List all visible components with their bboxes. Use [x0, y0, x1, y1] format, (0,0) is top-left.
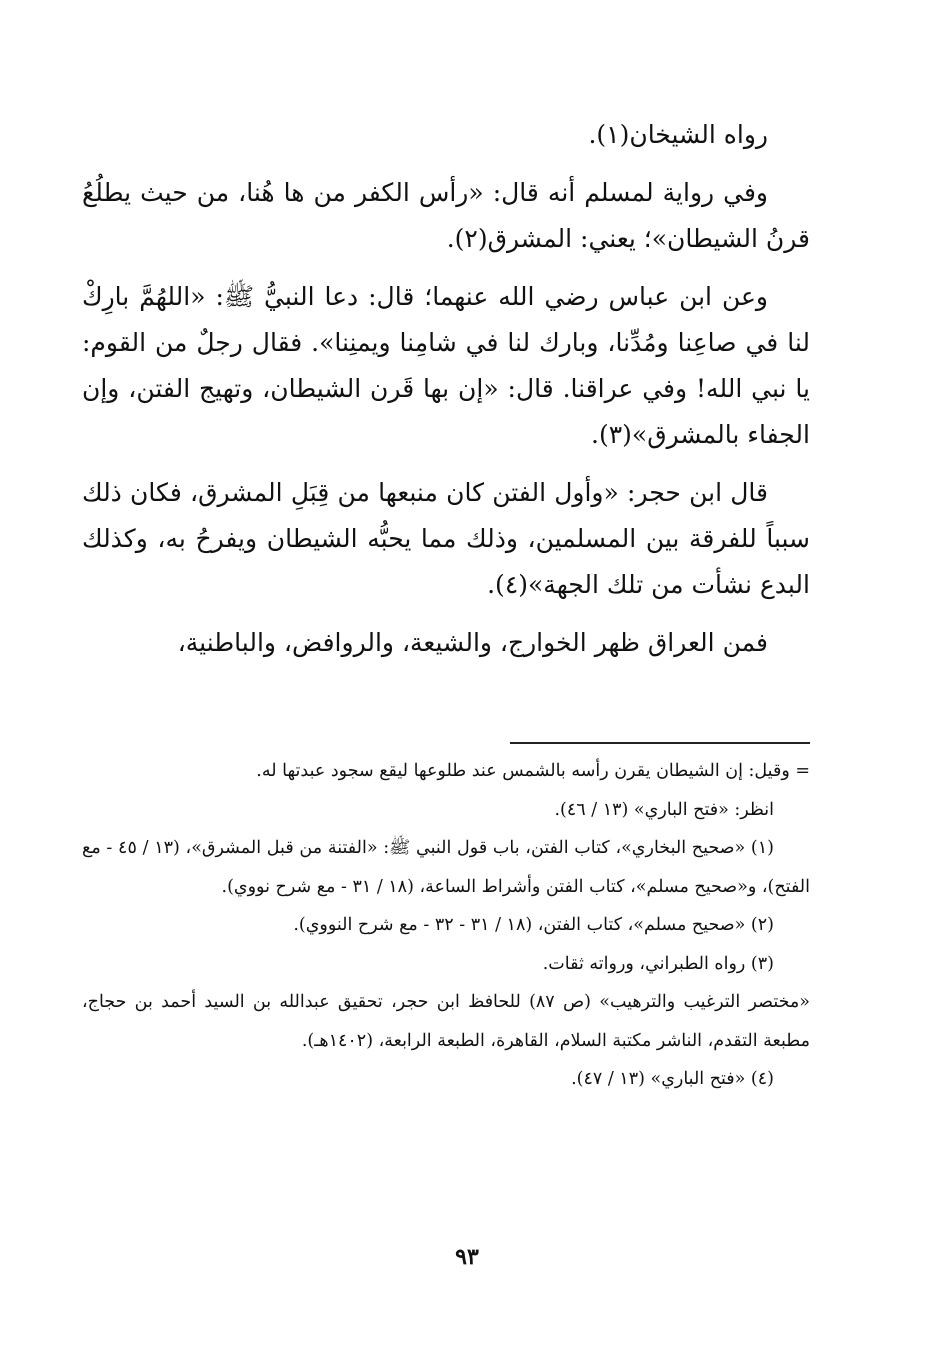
paragraph-3: وعن ابن عباس رضي الله عنهما؛ قال: دعا النبيُّ ﷺ: «اللهُمَّ بارِكْ لنا في صاعِنا ومُدِّنا، وبارك لنا في شامِنا ويمنِنا». فقال رجلٌ من القوم: يا نبي الله! وفي عراقنا. قال: «إن بها قَرن الشيطان، وتهيج الفتن، وإن الجفاء بالمشرق»(٣).: [82, 282, 810, 449]
footnote-continuation-ref: انظر: «فتح الباري» (١٣ / ٤٦).: [554, 799, 774, 820]
main-text: [82, 112, 810, 678]
page-number: ٩٣: [455, 1244, 479, 1270]
footnote-separator: [510, 742, 810, 744]
footnotes: [82, 752, 810, 1099]
footnote-continuation: = وقيل: إن الشيطان يقرن رأسه بالشمس عند طلوعها ليقع سجود عبدتها له.: [256, 761, 810, 781]
paragraph-5: فمن العراق ظهر الخوارج، والشيعة، والروافض، والباطنية،: [177, 628, 768, 657]
paragraph-2: وفي رواية لمسلم أنه قال: «رأس الكفر من ها هُنا، من حيث يطلُعُ قرنُ الشيطان»؛ يعني: المشرق(٢).: [82, 178, 810, 253]
footnote-3-source: «مختصر الترغيب والترهيب» (ص ٨٧) للحافظ ابن حجر، تحقيق عبدالله بن السيد أحمد بن حجاج، مطبعة التقدم، الناشر مكتبة السلام، القاهرة، الطبعة الرابعة، (١٤٠٢هـ).: [82, 992, 810, 1051]
paragraph-4: قال ابن حجر: «وأول الفتن كان منبعها من قِبَلِ المشرق، فكان ذلك سبباً للفرقة بين المسلمين، وذلك مما يحبُّه الشيطان ويفرحُ به، وكذلك البدع نشأت من تلك الجهة»(٤).: [82, 478, 810, 599]
footnote-3: (٣) رواه الطبراني، ورواته ثقات.: [542, 953, 774, 974]
footnote-4: (٤) «فتح الباري» (١٣ / ٤٧).: [571, 1069, 774, 1089]
footnote-2: (٢) «صحيح مسلم»، كتاب الفتن، (١٨ / ٣١ - ٣٢ - مع شرح النووي).: [293, 915, 774, 935]
paragraph-1: رواه الشيخان(١).: [588, 120, 768, 149]
footnote-1: (١) «صحيح البخاري»، كتاب الفتن، باب قول النبي ﷺ: «الفتنة من قبل المشرق»، (١٣ / ٤٥ - مع الفتح)، و«صحيح مسلم»، كتاب الفتن وأشراط الساعة، (١٨ / ٣١ - مع شرح نووي).: [82, 838, 810, 897]
